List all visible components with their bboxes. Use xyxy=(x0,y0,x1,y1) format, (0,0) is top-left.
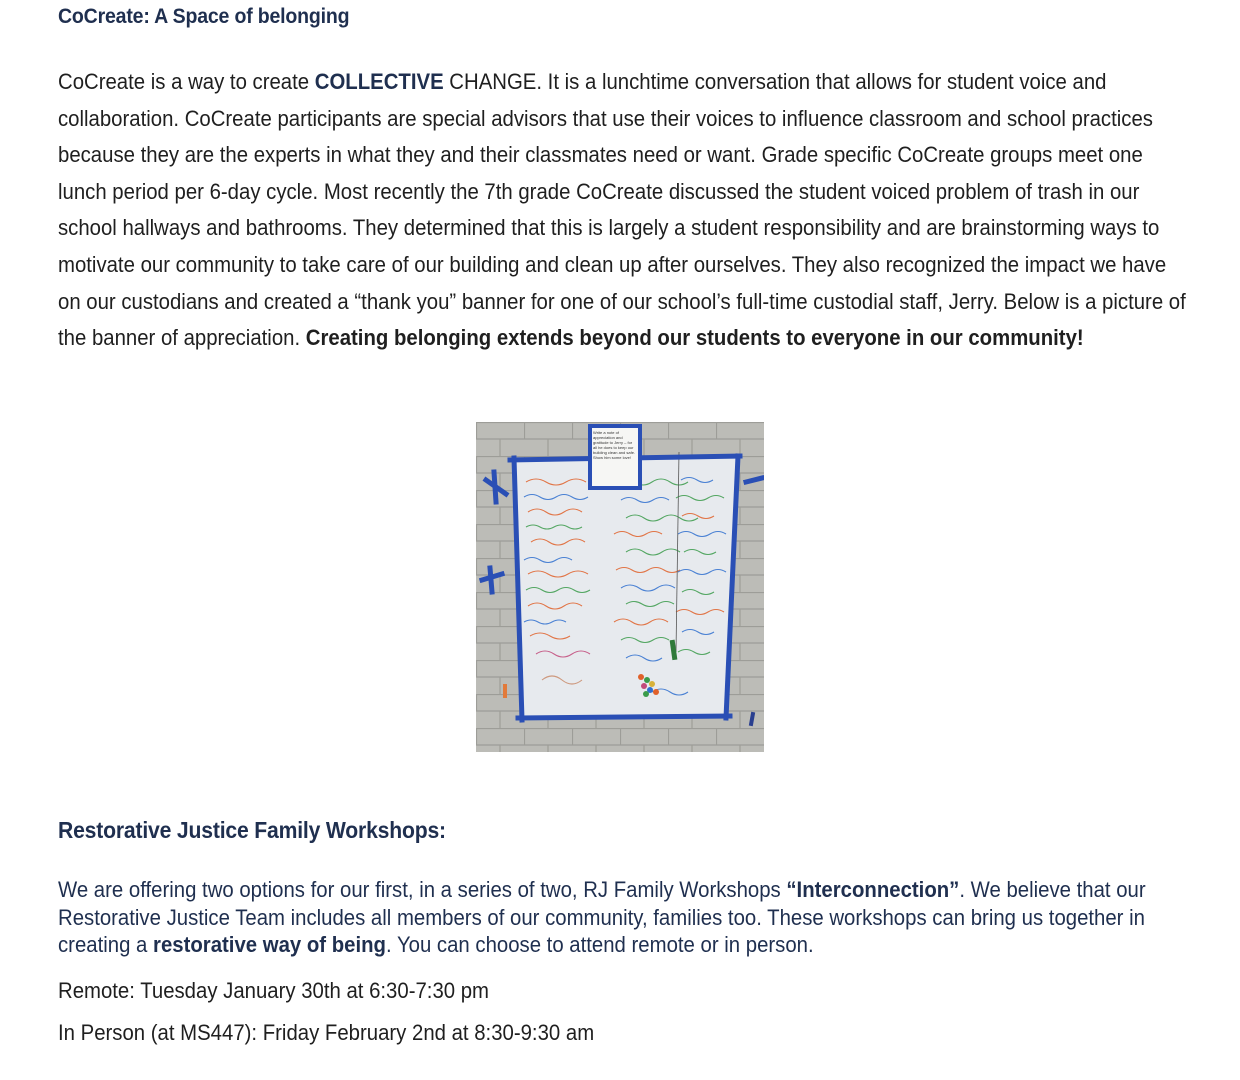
rj-text-3: . You can choose to attend remote or in person. xyxy=(385,932,814,957)
banner-photo xyxy=(476,422,764,752)
interconnection-emphasis: “Interconnection” xyxy=(786,877,960,902)
restorative-justice-paragraph xyxy=(58,876,1187,959)
sign-text: Write a note of appreciation and gratitude to Jerry – for all he does to keep our building clean and safe. Show him some love! xyxy=(593,430,636,460)
restorative-way-emphasis: restorative way of being xyxy=(153,932,386,957)
banner-paper xyxy=(512,456,738,718)
remote-session-line: Remote: Tuesday January 30th at 6:30-7:30 pm xyxy=(58,978,490,1003)
rj-text-1: We are offering two options for our first, in a series of two, RJ Family Workshops xyxy=(58,877,787,902)
belonging-emphasis: Creating belonging extends beyond our students to everyone in our community! xyxy=(305,325,1084,351)
cocreate-text-1: CoCreate is a way to create xyxy=(58,69,315,94)
appreciation-sign xyxy=(588,424,642,490)
collective-emphasis: COLLECTIVE xyxy=(314,69,444,94)
banner-photo-illustration xyxy=(476,422,764,752)
cocreate-paragraph xyxy=(58,64,1187,357)
in-person-session-line: In Person (at MS447): Friday February 2nd at 8:30-9:30 am xyxy=(58,1020,595,1045)
cocreate-title: CoCreate: A Space of belonging xyxy=(58,5,350,28)
restorative-justice-title: Restorative Justice Family Workshops: xyxy=(58,817,446,843)
dangling-pen xyxy=(503,684,507,698)
rj-text-2: . We believe that our Restorative Justice Team includes all members of our community, families too. These workshops can bring us together in creating a xyxy=(58,877,1146,957)
cocreate-text-2: CHANGE. It is a lunchtime conversation that allows for student voice and collaboration. CoCreate participants are special advisors that use their voices to influence classroom and school practices because they are the experts in what they and their classmates need or want. Grade specific CoCreate groups meet one lunch period per 6-day cycle. Most recently the 7th grade CoCreate discussed the student voiced problem of trash in our school hallways and bathrooms. They determined that this is largely a student responsibility and are brainstorming ways to motivate our community to take care of our building and clean up after ourselves. They also recognized the impact we have on our custodians and created a “thank you” banner for one of our school’s full-time custodial staff, Jerry. Below is a picture of the banner of appreciation. xyxy=(58,69,1186,351)
